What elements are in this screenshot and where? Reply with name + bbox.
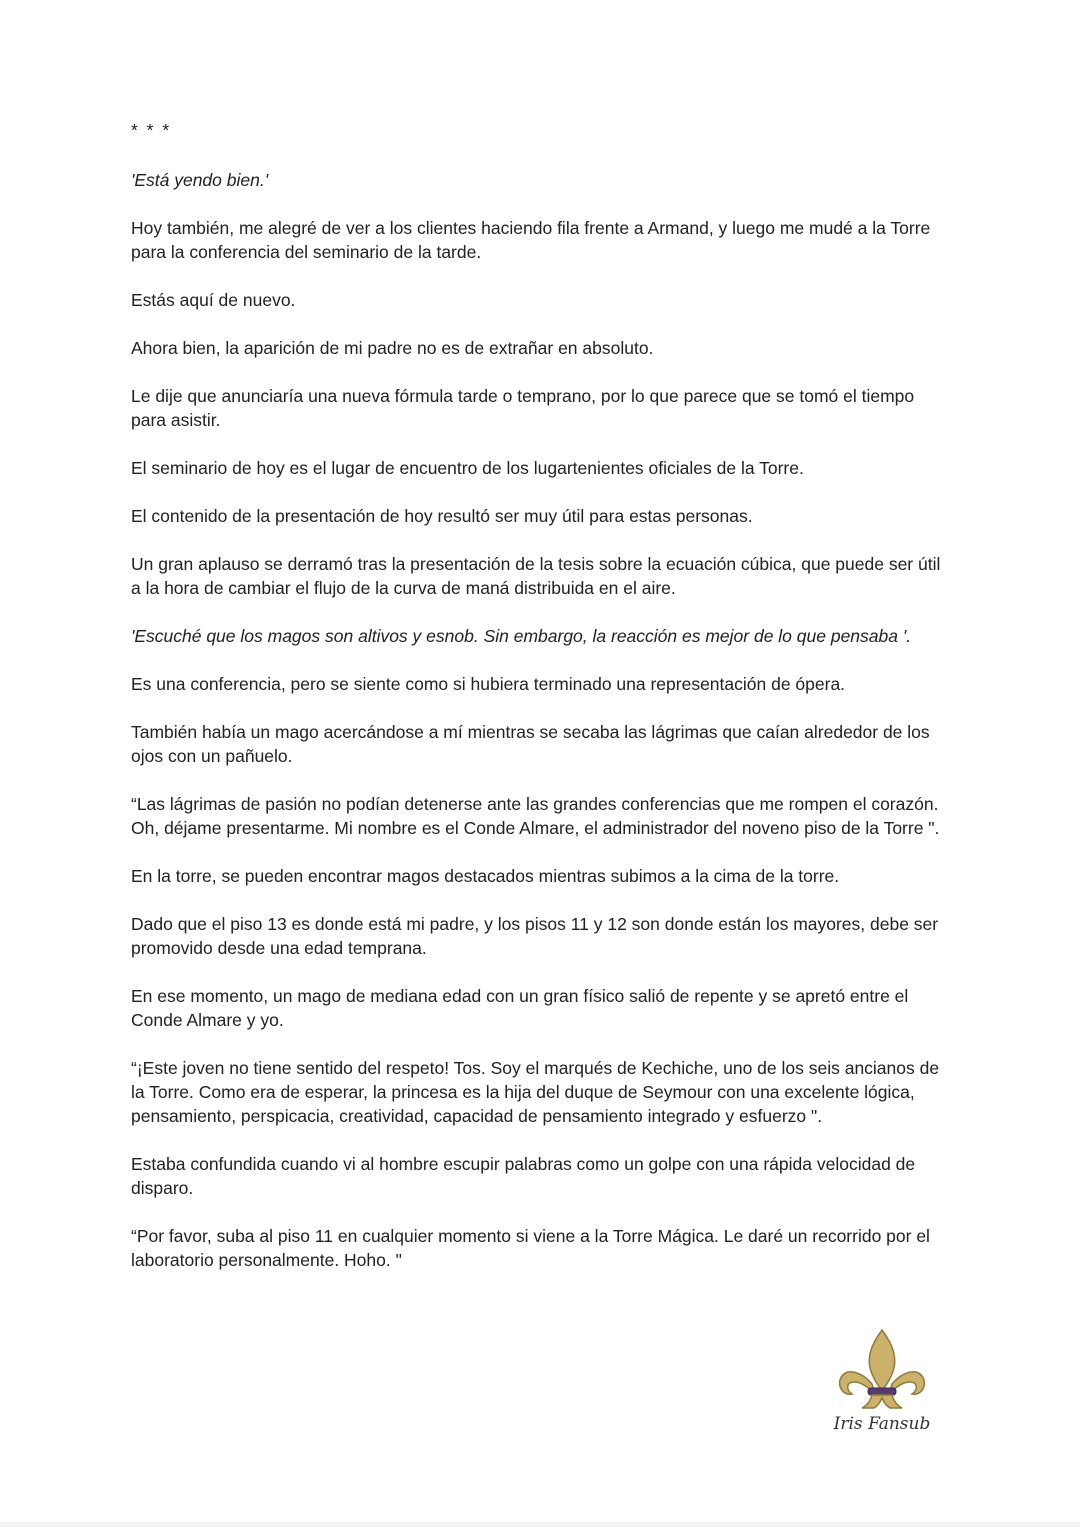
iris-fansub-logo [832, 1326, 932, 1446]
paragraph: En la torre, se pueden encontrar magos destacados mientras subimos a la cima de la torre. [131, 866, 840, 886]
paragraph: El contenido de la presentación de hoy resultó ser muy útil para estas personas. [131, 506, 753, 526]
paragraph: “Por favor, suba al piso 11 en cualquier momento si viene a la Torre Mágica. Le daré un recorrido por el laboratorio personalmente. Hoho. " [131, 1226, 930, 1270]
paragraph: 'Escuché que los magos son altivos y esnob. Sin embargo, la reacción es mejor de lo que pensaba '. [131, 626, 912, 646]
paragraph: Dado que el piso 13 es donde está mi padre, y los pisos 11 y 12 son donde están los mayores, debe ser promovido desde una edad temprana. [131, 914, 939, 958]
paragraph: 'Está yendo bien.' [131, 170, 269, 190]
paragraph: Estás aquí de nuevo. [131, 290, 296, 310]
paragraph: En ese momento, un mago de mediana edad con un gran físico salió de repente y se apretó entre el Conde Almare y yo. [131, 986, 909, 1030]
page-bottom-edge [0, 1522, 1080, 1527]
paragraph: Le dije que anunciaría una nueva fórmula tarde o temprano, por lo que parece que se tomó el tiempo para asistir. [131, 386, 915, 430]
paragraph: Ahora bien, la aparición de mi padre no es de extrañar en absoluto. [131, 338, 654, 358]
logo-text: Iris Fansub [833, 1414, 931, 1434]
paragraph: Es una conferencia, pero se siente como si hubiera terminado una representación de ópera. [131, 674, 846, 694]
paragraph: Hoy también, me alegré de ver a los clientes haciendo fila frente a Armand, y luego me mudé a la Torre para la conferencia del seminario de la tarde. [131, 218, 931, 262]
paragraph: Estaba confundida cuando vi al hombre escupir palabras como un golpe con una rápida velocidad de disparo. [131, 1154, 916, 1198]
section-separator: * * * [131, 120, 172, 140]
paragraph: Un gran aplauso se derramó tras la presentación de la tesis sobre la ecuación cúbica, que puede ser útil a la hora de cambiar el flujo de la curva de maná distribuida en el aire. [131, 554, 941, 598]
document-body [131, 118, 951, 1296]
fleur-de-lis-icon [832, 1326, 932, 1414]
paragraph: El seminario de hoy es el lugar de encuentro de los lugartenientes oficiales de la Torre. [131, 458, 804, 478]
paragraph: También había un mago acercándose a mí mientras se secaba las lágrimas que caían alrededor de los ojos con un pañuelo. [131, 722, 930, 766]
paragraph: “¡Este joven no tiene sentido del respeto! Tos. Soy el marqués de Kechiche, uno de los seis ancianos de la Torre. Como era de esperar, la princesa es la hija del duque de Seymour con una excelente lógica, pensamiento, perspicacia, creatividad, capacidad de pensamiento integrado y esfuerzo ". [131, 1058, 940, 1126]
paragraph: “Las lágrimas de pasión no podían detenerse ante las grandes conferencias que me rompen el corazón. Oh, déjame presentarme. Mi nombre es el Conde Almare, el administrador del noveno piso de la Torre ". [131, 794, 940, 838]
